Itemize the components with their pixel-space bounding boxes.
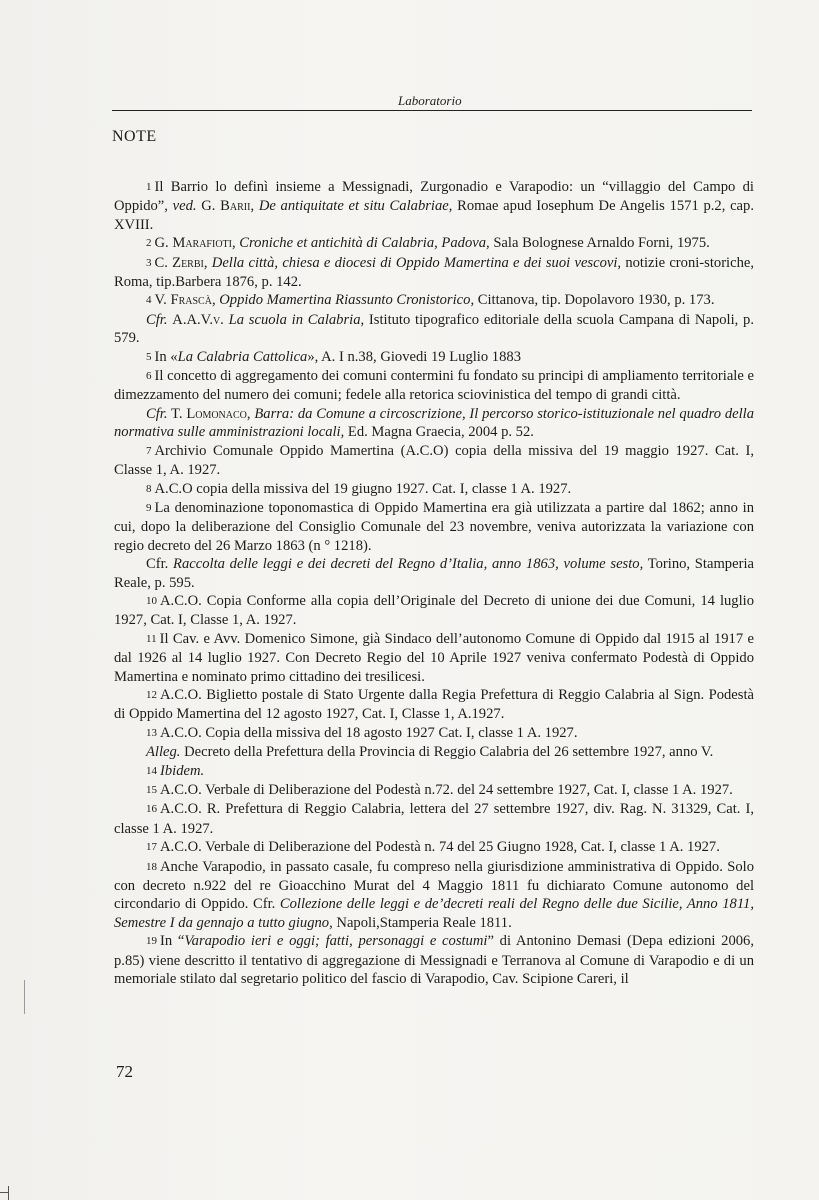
crop-mark — [8, 1186, 9, 1200]
footnote-text: C. — [154, 254, 173, 271]
footnote-text: A.A.V.v. — [172, 311, 224, 328]
footnote-text: notizie croni-storiche, Roma, tip.Barbera 1876, p. 142. — [114, 254, 755, 291]
footnote-text: La Calabria Cattolica — [177, 348, 308, 365]
footnote-text: Il concetto di aggregamento dei comuni contermini fu fondato su principi di ampliamento territoriale e dimezzamento del numero dei comuni; fedele alla retorica sciovinistica del tempo di grandi città. — [114, 368, 754, 404]
running-head: Laboratorio — [398, 93, 462, 108]
footnote-text: A.C.O. Verbale di Deliberazione del Podestà n. 74 del 25 Giugno 1928, Cat. I, classe 1 A. 1927. — [160, 839, 720, 856]
footnote — [114, 291, 754, 310]
footnote — [114, 442, 754, 480]
footnote-text: G. — [154, 235, 173, 252]
footnote — [114, 781, 754, 800]
footnote-continuation — [114, 555, 754, 592]
footnote-number: 3 — [146, 256, 152, 269]
footnote-text: G. — [196, 198, 221, 215]
footnote-text: Oppido Mamertina Riassunto Cronistorico — [219, 292, 471, 309]
footnote — [114, 686, 754, 724]
footnote — [114, 762, 754, 781]
footnote-text: Sala Bolognese Arnaldo Forni, 1975. — [489, 235, 710, 252]
page-number: 72 — [116, 1062, 133, 1081]
footnote-text: Torino, Stamperia Reale, p. 595. — [114, 556, 754, 591]
footnote-text: A.C.O. Biglietto postale di Stato Urgente dalla Regia Prefettura di Reggio Calabria al Sign. Podestà di Oppido Mamertina del 12 agosto 1927, Cat. I, Classe 1, A.1927. — [114, 686, 754, 723]
footnote-text: Ibidem. — [160, 762, 205, 779]
footnote-text: A.C.O. Copia Conforme alla copia dell’Originale del Decreto di unione dei due Comuni, 14 luglio 1927, Cat. I, Classe 1, A. 1927. — [114, 592, 754, 629]
footnote-text: Cfr. — [146, 311, 168, 328]
footnote-text: Cfr. — [146, 405, 168, 422]
footnote-continuation — [114, 743, 754, 761]
footnote-text: La scuola in Calabria — [228, 311, 361, 328]
footnote-text: Il Barrio lo definì insieme a Messignadi, Zurgonadio e Varapodio: un “villaggio del Campo di Oppido”, — [114, 179, 754, 215]
footnote-text: Cfr. — [146, 556, 174, 573]
footnote-text: A.C.O. Copia della missiva del 18 agosto 1927 Cat. I, classe 1 A. 1927. — [160, 724, 578, 741]
footnote-number: 7 — [146, 444, 152, 457]
footnote — [114, 367, 754, 405]
footnote-text: Napoli,Stamperia Reale 1811. — [332, 914, 512, 931]
footnote-text: Collezione delle leggi e de’decreti reali del Regno delle due Sicilie, Anno 1811, Semestre I da gennajo a tutto giugno, — [114, 896, 754, 931]
footnote-text: Zerbi — [172, 254, 204, 271]
footnote-number: 12 — [146, 688, 157, 701]
footnote — [114, 800, 754, 838]
footnote-text: ” di Antonino Demasi (Depa edizioni 2006, p.85) viene descritto il tentativo di aggregazione di Messignadi e Terranova al Comune di Varapodio e di un memoriale stilato dal segretario politico del fascio di Varapodio, Cav. Scipione Careri, il — [114, 933, 754, 988]
footnote-text: Barra: da Comune a circoscrizione, Il percorso storico-istituzionale nel quadro della normativa sulle amministrazioni locali, — [114, 405, 755, 441]
footnote-text: , Istituto tipografico editoriale della scuola Campana di Napoli, p. 579. — [114, 311, 754, 347]
footnote — [114, 178, 754, 234]
footnote-text: Marafioti — [172, 235, 232, 252]
footnote-text: Romae apud Iosephum De Angelis 1571 p.2, cap. XVIII. — [114, 198, 754, 233]
footnote-text: Alleg. — [146, 744, 181, 761]
footnote-text: Archivio Comunale Oppido Mamertina (A.C.O) copia della missiva del 19 maggio 1927. Cat. I, Classe 1, A. 1927. — [114, 442, 754, 479]
footnote-text: , Cittanova, tip. Dopolavoro 1930, p. 173. — [470, 292, 715, 309]
footnote — [114, 348, 754, 367]
footnote-text: In « — [154, 348, 178, 365]
footnote-text: De antiquitate et situ Calabriae, — [258, 198, 453, 215]
footnote-number: 4 — [146, 294, 152, 307]
footnote-text: Varapodio ieri e oggi; fatti, personaggi e costumi — [184, 933, 488, 950]
footnote-continuation — [114, 311, 754, 348]
footnote-number: 19 — [146, 935, 157, 948]
footnote-text: Decreto della Prefettura della Provincia di Reggio Calabria del 26 settembre 1927, anno V. — [180, 744, 714, 761]
footnote-number: 5 — [146, 350, 152, 363]
footnote-text: », A. I n.38, Giovedi 19 Luglio 1883 — [307, 348, 521, 365]
footnote-number: 8 — [146, 482, 152, 495]
footnote-text: , — [250, 198, 259, 215]
footnote — [114, 592, 754, 630]
footnote-text: Frascà — [170, 292, 212, 309]
footnote-continuation — [114, 405, 754, 442]
footnote — [114, 499, 754, 555]
footnote-text: Raccolta delle leggi e dei decreti del Regno d’Italia, anno 1863, volume sesto, — [173, 556, 644, 573]
crop-mark — [0, 1192, 8, 1193]
footnote-text: Anche Varapodio, in passato casale, fu compreso nella giurisdizione amministrativa di Oppido. Solo con decreto n.922 del re Gioacchino Murat del 4 Maggio 1811 fu dichiarato Comune autonomo del circondario di Oppido. Cfr. — [114, 858, 754, 913]
footnote — [114, 234, 754, 253]
footnote-number: 16 — [146, 803, 157, 816]
footnote-number: 11 — [146, 632, 157, 645]
footnote-text: , — [246, 405, 255, 422]
footnote-text: Ed. Magna Graecia, 2004 p. 52. — [344, 424, 534, 441]
footnote-number: 9 — [146, 501, 152, 514]
footnote-text: Della città, chiesa e diocesi di Oppido Mamertina e dei suoi vescovi, — [211, 254, 622, 271]
footnote-text: In “ — [160, 933, 185, 950]
footnote-number: 13 — [146, 726, 157, 739]
footnote-number: 15 — [146, 784, 157, 796]
footnote — [114, 838, 754, 857]
notes-heading: NOTE — [112, 128, 157, 145]
footnote-number: 1 — [146, 181, 152, 193]
footnote-text: Croniche et antichità di Calabria, Padova, — [239, 235, 490, 252]
footnote-text: , — [203, 254, 212, 271]
footnote-text: V. — [154, 292, 171, 309]
footnote — [114, 858, 754, 933]
scan-artifact — [24, 980, 25, 1014]
footnote-number: 18 — [146, 860, 157, 873]
footnote-text: , — [232, 235, 240, 252]
footnote-text: ved. — [172, 198, 197, 215]
footnote — [114, 932, 754, 988]
footnote-text: La denominazione toponomastica di Oppido Mamertina era già utilizzata a partire dal 1862; anno in cui, dopo la deliberazione del Consiglio Comunale del 23 novembre, veniva autorizzata la variazione con regio decreto del 26 Marzo 1863 (n ° 1218). — [114, 499, 754, 554]
footnote-text: Barii — [220, 198, 251, 215]
footnote-number: 14 — [146, 764, 157, 777]
footnote — [114, 724, 754, 743]
footnote-number: 6 — [146, 370, 152, 383]
footnote — [114, 254, 754, 292]
footnote-text: , — [211, 292, 220, 309]
footnote — [114, 480, 754, 499]
footnote-text: A.C.O copia della missiva del 19 giugno 1927. Cat. I, classe 1 A. 1927. — [154, 480, 572, 497]
footnote — [114, 630, 754, 686]
footnote-text: T. — [167, 405, 187, 422]
notes-list — [114, 178, 754, 988]
footnote-number: 2 — [146, 237, 152, 250]
footnote-number: 10 — [146, 594, 157, 607]
header-rule — [112, 110, 752, 111]
footnote-text: Il Cav. e Avv. Domenico Simone, già Sindaco dell’autonomo Comune di Oppido dal 1915 al 1917 e dal 1926 al 14 luglio 1927. Con Decreto Regio del 10 Aprile 1927 veniva confermato Podestà di Oppido Mamertina e nominato primo cittadino dei tresilicesi. — [114, 630, 754, 685]
footnote-text: Lomonaco — [186, 405, 247, 422]
footnote-text: A.C.O. R. Prefettura di Reggio Calabria, lettera del 27 settembre 1927, div. Rag. N. 31329, Cat. I, classe 1 A. 1927. — [114, 801, 754, 837]
footnote-text: A.C.O. Verbale di Deliberazione del Podestà n.72. del 24 settembre 1927, Cat. I, classe 1 A. 1927. — [160, 782, 733, 798]
footnote-number: 17 — [146, 841, 157, 854]
